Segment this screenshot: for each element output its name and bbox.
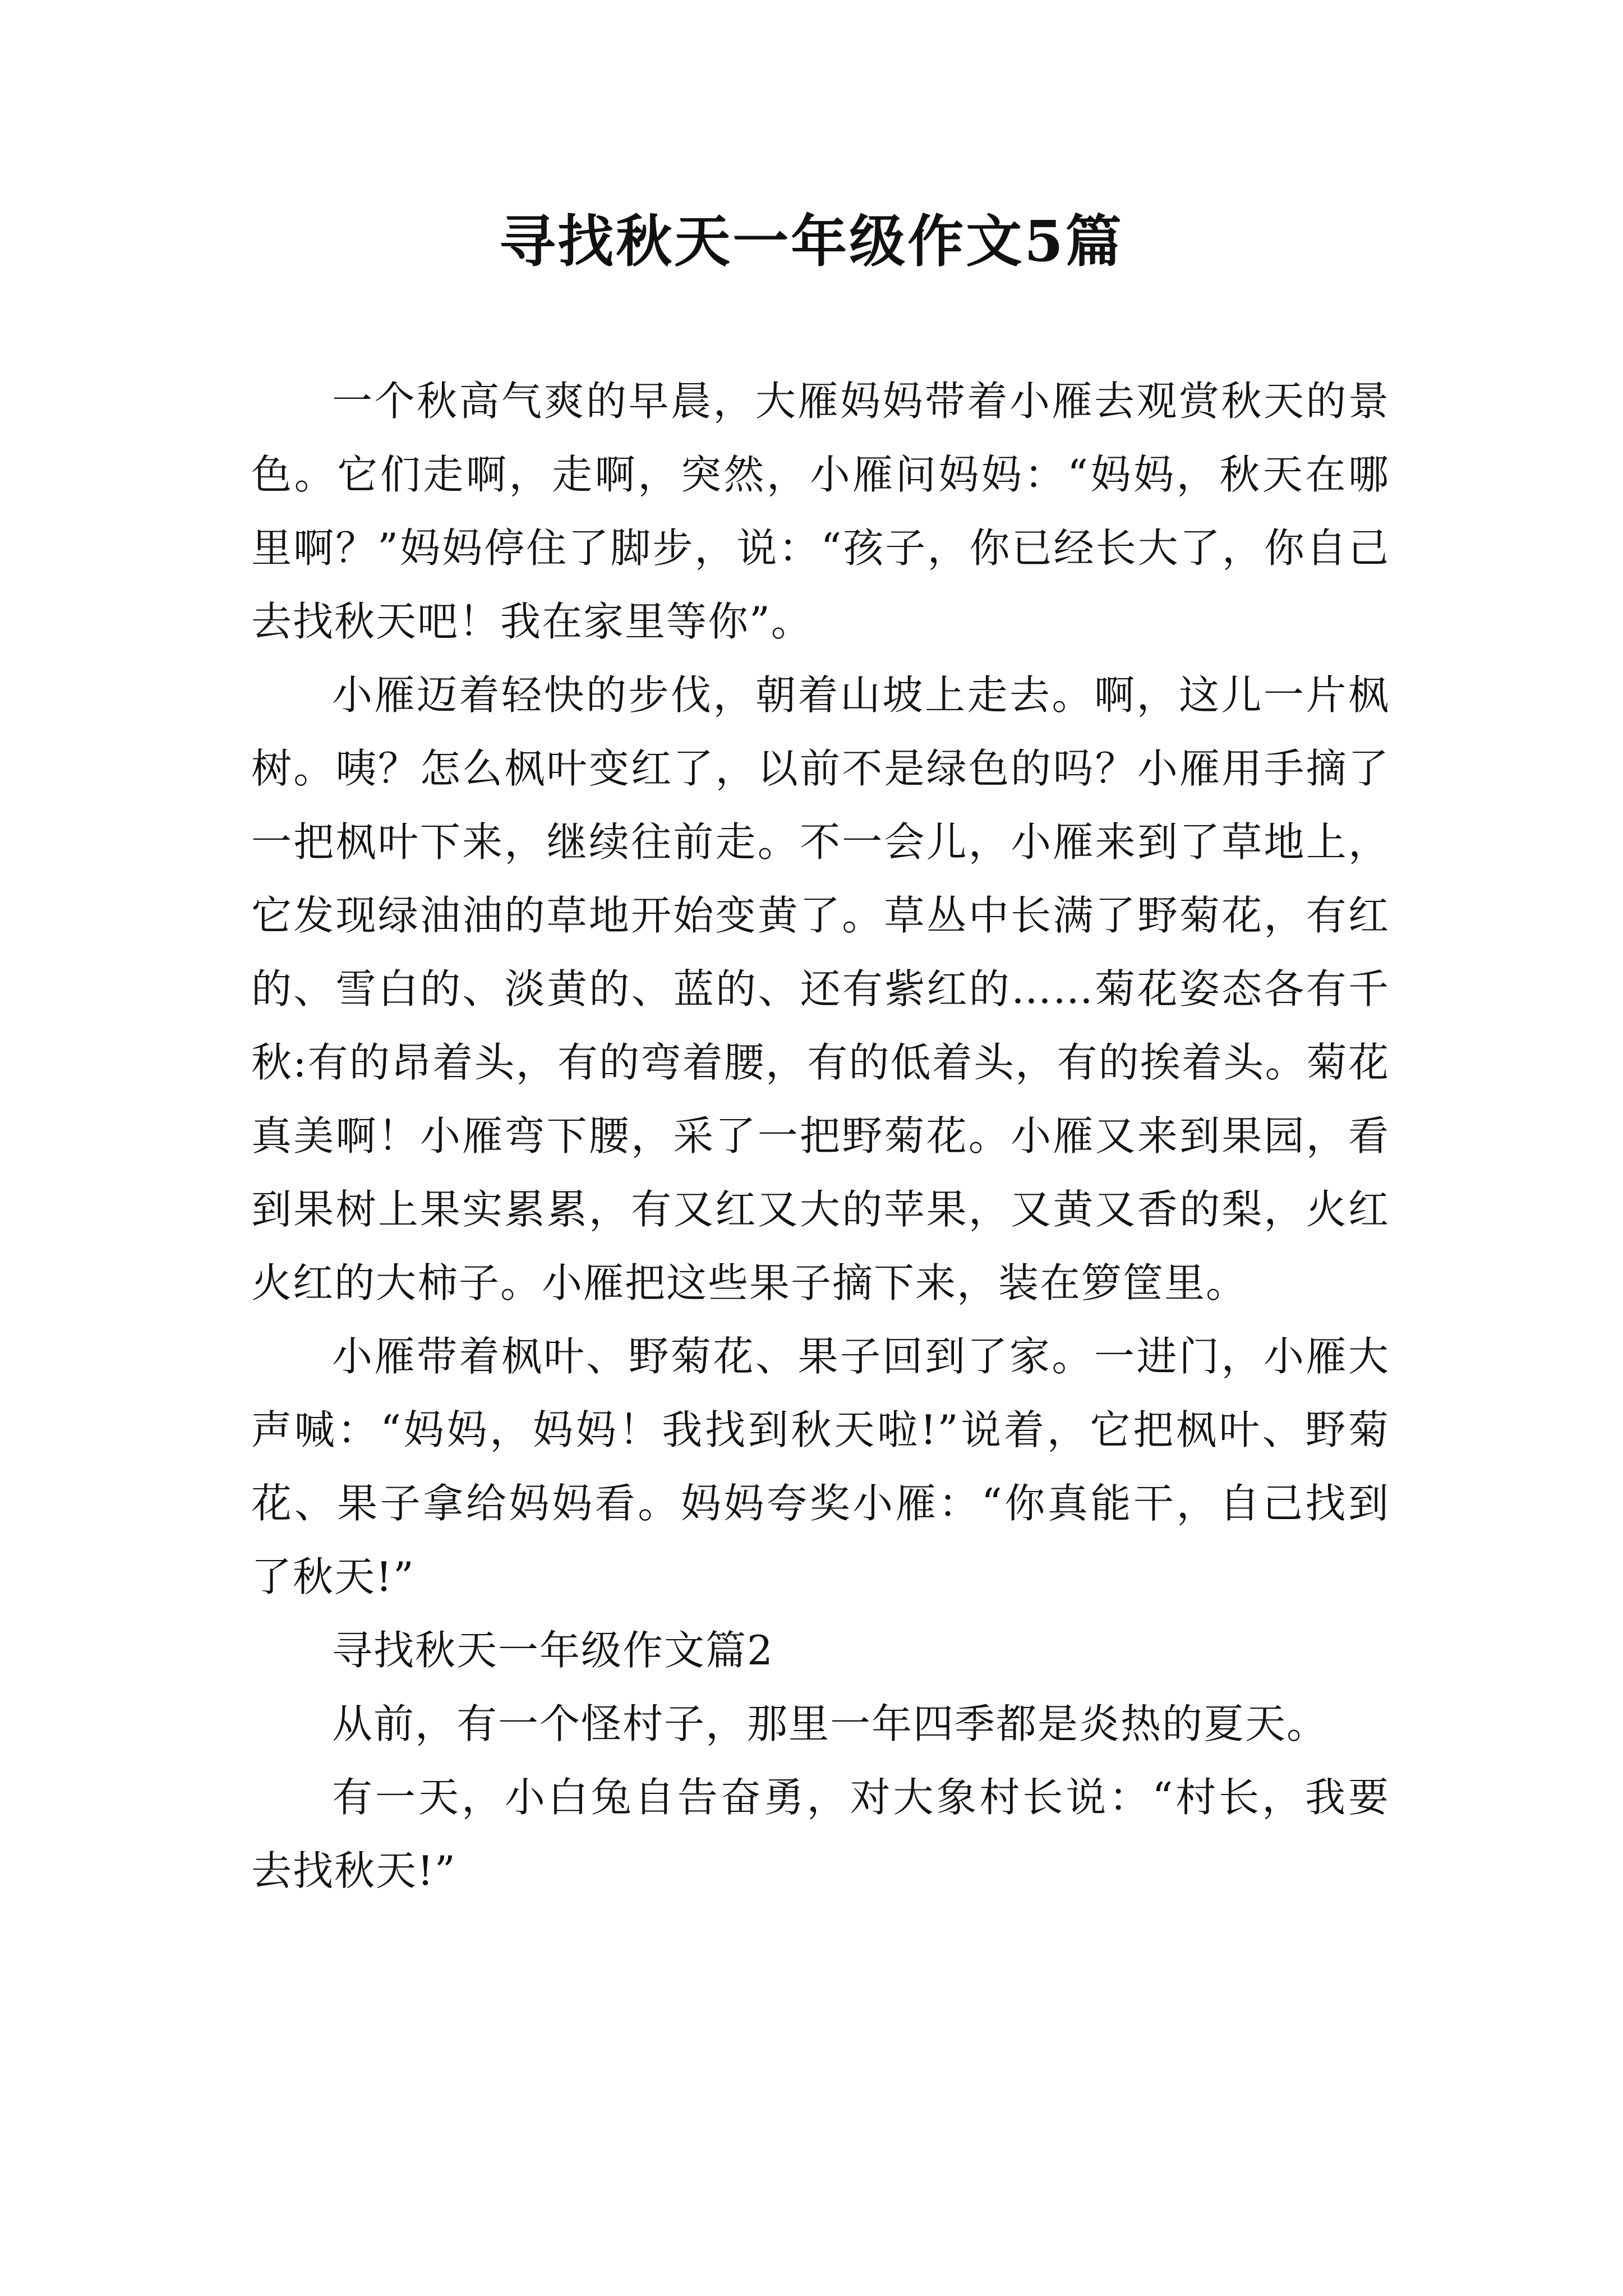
paragraph-2: 小雁迈着轻快的步伐，朝着山坡上走去。啊，这儿一片枫树。咦？怎么枫叶变红了，以前不是绿色的吗？小雁用手摘了一把枫叶下来，继续往前走。不一会儿，小雁来到了草地上，它发现绿油油的草地开始变黄了。草丛中长满了野菊花，有红的、雪白的、淡黄的、蓝的、还有紫红的……菊花姿态各有千秋:有的昂着头，有的弯着腰，有的低着头，有的挨着头。菊花真美啊！小雁弯下腰，采了一把野菊花。小雁又来到果园，看到果树上果实累累，有又红又大的苹果，又黄又香的梨，火红火红的大柿子。小雁把这些果子摘下来，装在箩筐里。: [251, 671, 1390, 1306]
document-title: 寻找秋天一年级作文5篇: [499, 208, 1124, 274]
paragraph-1: 一个秋高气爽的早晨，大雁妈妈带着小雁去观赏秋天的景色。它们走啊，走啊，突然，小雁问妈妈：“妈妈，秋天在哪里啊？”妈妈停住了脚步，说：“孩子，你已经长大了，你自己去找秋天吧！我在家里等你”。: [251, 378, 1390, 645]
paragraph-4: 从前，有一个怪村子，那里一年四季都是炎热的夏天。: [332, 1700, 1329, 1747]
paragraph-3: 小雁带着枫叶、野菊花、果子回到了家。一进门，小雁大声喊：“妈妈，妈妈！我找到秋天啦!”说着，它把枫叶、野菊花、果子拿给妈妈看。妈妈夸奖小雁：“你真能干，自己找到了秋天!”: [251, 1333, 1390, 1600]
section-heading-2: 寻找秋天一年级作文篇2: [332, 1627, 774, 1674]
paragraph-5: 有一天，小白兔自告奋勇，对大象村长说：“村长，我要去找秋天!”: [251, 1774, 1390, 1894]
document-body: [251, 365, 1390, 1908]
